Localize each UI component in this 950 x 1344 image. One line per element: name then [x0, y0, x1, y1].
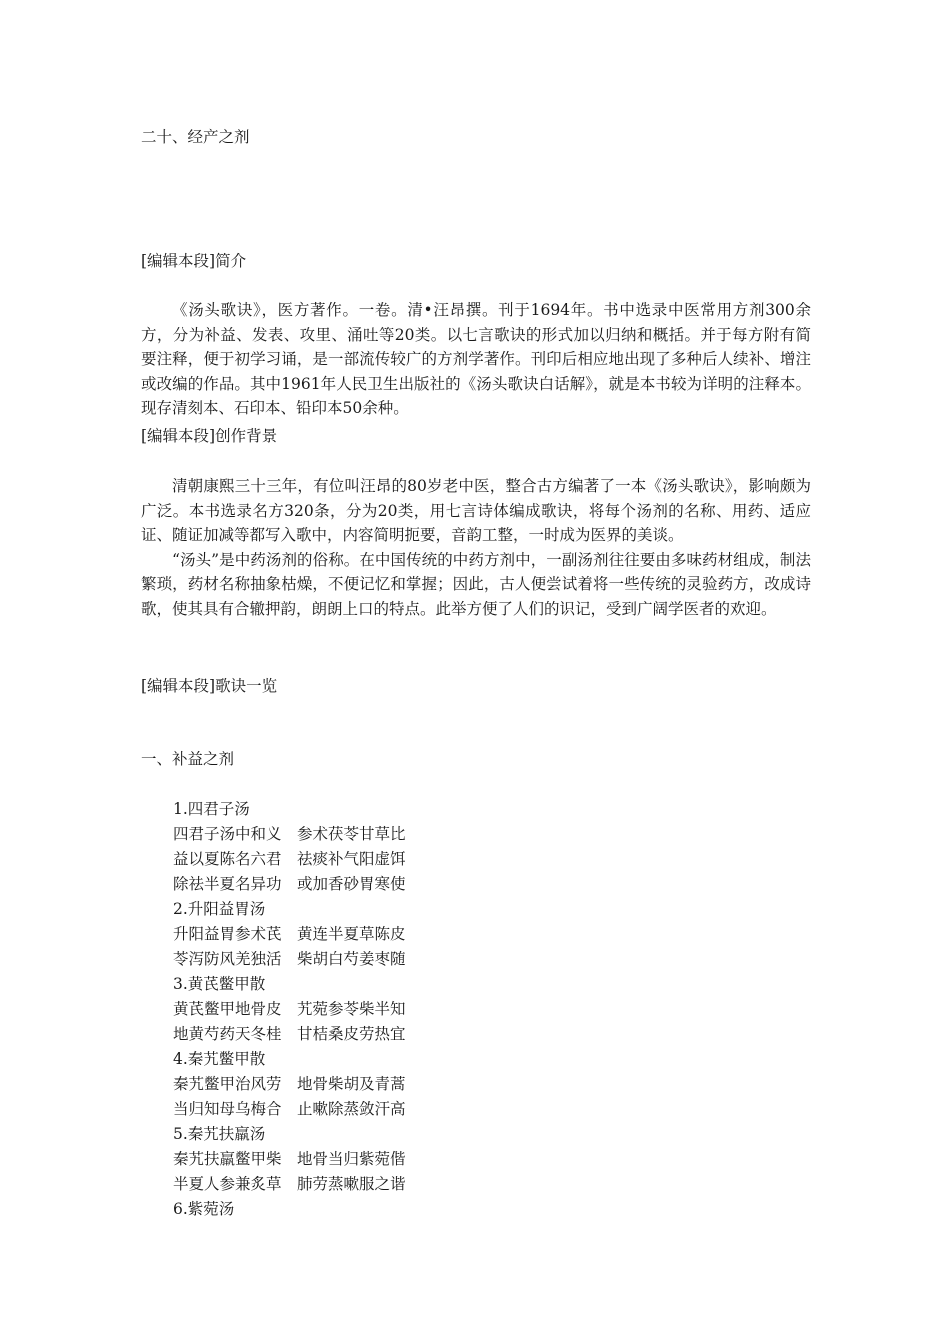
background-section — [141, 474, 811, 621]
formula-verse: 秦艽鳖甲治风劳 地骨柴胡及青蒿 — [173, 1075, 406, 1093]
formula-verse: 当归知母乌梅合 止嗽除蒸敛汗高 — [173, 1100, 406, 1118]
background-paragraph: “汤头”是中药汤剂的俗称。在中国传统的中药方剂中，一副汤剂往往要由多味药材组成，制法繁琐，药材名称抽象枯燥，不便记忆和掌握；因此，古人便尝试着将一些传统的灵验药方，改成诗歌，使其具有合辙押韵，朗朗上口的特点。此举方便了人们的识记，受到广阔学医者的欢迎。 — [141, 550, 811, 618]
formula-verse: 秦艽扶羸鳖甲柴 地骨当归紫菀偕 — [173, 1150, 406, 1168]
background-paragraph: 清朝康熙三十三年，有位叫汪昂的80岁老中医，整合古方编著了一本《汤头歌诀》，影响颇为广泛。本书选录名方320条，分为20类，用七言诗体编成歌诀，将每个汤剂的名称、用药、适应证、随证加减等都写入歌中，内容简明扼要，音韵工整，一时成为医界的美谈。 — [141, 477, 811, 544]
formula-title: 6.紫菀汤 — [173, 1200, 235, 1218]
category-heading: 一、补益之剂 — [141, 750, 235, 768]
formula-title: 3.黄芪鳖甲散 — [173, 975, 266, 993]
background-heading: [编辑本段]创作背景 — [141, 427, 278, 445]
formula-verse: 黄芪鳖甲地骨皮 艽菀参苓柴半知 — [173, 1000, 406, 1018]
formula-verse: 益以夏陈名六君 祛痰补气阳虚饵 — [173, 850, 406, 868]
formula-title: 5.秦艽扶羸汤 — [173, 1125, 266, 1143]
formula-verse: 地黄芍药天冬桂 甘桔桑皮劳热宜 — [173, 1025, 406, 1043]
formula-verse: 四君子汤中和义 参术茯苓甘草比 — [173, 825, 406, 843]
formula-verse: 半夏人参兼炙草 肺劳蒸嗽服之谐 — [173, 1175, 406, 1193]
intro-paragraph: 《汤头歌诀》，医方著作。一卷。清•汪昂撰。刊于1694年。书中选录中医常用方剂300余方，分为补益、发表、攻里、涌吐等20类。以七言歌诀的形式加以归纳和概括。并于每方附有简要注释，便于初学习诵，是一部流传较广的方剂学著作。刊印后相应地出现了多种后人续补、增注或改编的作品。其中1961年人民卫生出版社的《汤头歌诀白话解》，就是本书较为详明的注释本。现存清刻本、石印本、铅印本50余种。 — [141, 301, 811, 417]
formula-title: 1.四君子汤 — [173, 800, 250, 818]
list-heading: [编辑本段]歌诀一览 — [141, 677, 278, 695]
formula-title: 2.升阳益胃汤 — [173, 900, 266, 918]
formula-verse: 除祛半夏名异功 或加香砂胃寒使 — [173, 875, 406, 893]
top-heading: 二十、经产之剂 — [141, 128, 250, 146]
formula-title: 4.秦艽鳖甲散 — [173, 1050, 266, 1068]
intro-section — [141, 298, 811, 421]
formula-verse: 升阳益胃参术芪 黄连半夏草陈皮 — [173, 925, 406, 943]
intro-heading: [编辑本段]简介 — [141, 252, 247, 270]
formula-verse: 苓泻防风羌独活 柴胡白芍姜枣随 — [173, 950, 406, 968]
